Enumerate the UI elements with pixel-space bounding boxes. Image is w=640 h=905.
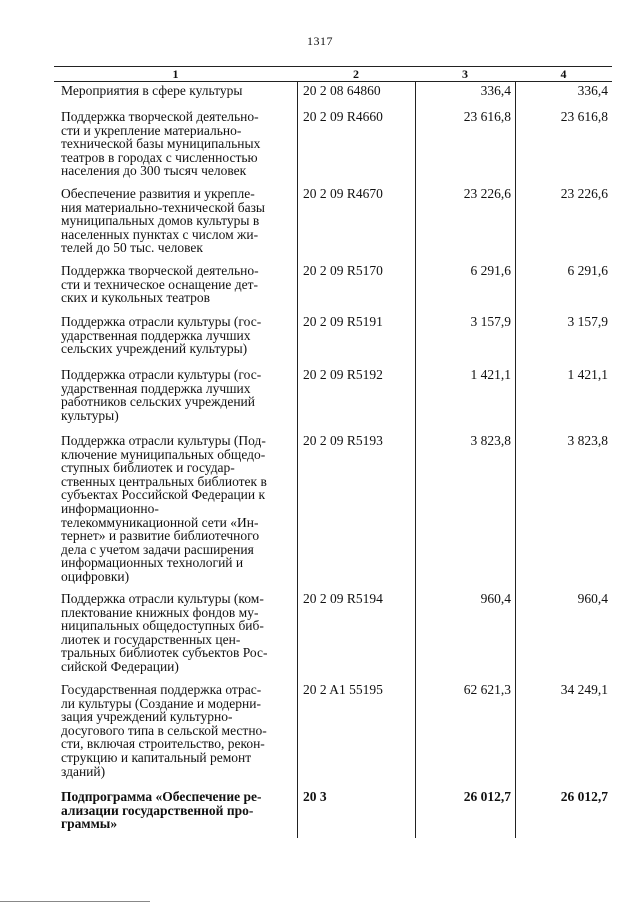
row-code: 20 3: [303, 789, 327, 804]
table-row: [54, 683, 612, 778]
row-value-4: 26 012,7: [560, 789, 608, 804]
row-value-4: 960,4: [577, 591, 608, 606]
table-row: [54, 187, 612, 255]
row-value-4: 1 421,1: [567, 367, 608, 382]
row-value-4: 23 226,6: [560, 186, 608, 201]
table-header: [54, 66, 612, 82]
table-row: [54, 592, 612, 674]
row-value-4: 3 157,9: [567, 314, 608, 329]
row-code: 20 2 09 R5191: [303, 314, 383, 329]
row-name: Обеспечение развития и укрепле- ния материально-технической базы муниципальных домов культуры в населенных пунктах с числом жи- телей до 50 тыс. человек: [61, 186, 265, 256]
table-row-subprogram: [54, 790, 612, 831]
budget-table: [54, 66, 612, 838]
row-value-4: 6 291,6: [567, 263, 608, 278]
row-value-4: 23 616,8: [560, 109, 608, 124]
row-value-3: 3 157,9: [470, 314, 511, 329]
row-name: Мероприятия в сфере культуры: [61, 83, 243, 98]
scan-edge-line: [0, 901, 150, 902]
row-value-3: 3 823,8: [470, 433, 511, 448]
column-header-2: 2: [353, 67, 359, 81]
table-row: [54, 84, 612, 98]
row-code: 20 2 09 R4670: [303, 186, 383, 201]
row-name: Подпрограмма «Обеспечение ре- ализации государственной про- граммы»: [61, 789, 262, 832]
row-name: Поддержка отрасли культуры (ком- плектование книжных фондов му- ниципальных общедоступных биб- лиотек и государственных цен- тральных библиотек субъектов Рос- сийской Федерации): [61, 591, 268, 674]
row-name: Поддержка творческой деятельно- сти и укрепление материально- технической базы муниципальных театров в городах с численностью населения до 300 тысяч человек: [61, 109, 261, 179]
row-name: Поддержка творческой деятельно- сти и техническое оснащение дет- ских и кукольных театров: [61, 263, 259, 306]
row-name: Поддержка отрасли культуры (Под- ключение муниципальных общедо- ступных библиотек и государ- ственных центральных библиотек в субъектах Российской Федерации к информационно- телекоммуникационной сети «Ин- тернет» и развитие библиотечного дела с учетом задачи расширения информационных технологий и оцифровки): [61, 433, 267, 584]
table-row: [54, 315, 612, 356]
row-code: 20 2 A1 55195: [303, 682, 383, 697]
row-value-3: 336,4: [480, 83, 511, 98]
row-code: 20 2 09 R4660: [303, 109, 383, 124]
row-value-3: 62 621,3: [463, 682, 511, 697]
column-header-4: 4: [560, 67, 567, 81]
row-value-3: 26 012,7: [463, 789, 511, 804]
row-value-4: 34 249,1: [560, 682, 608, 697]
table-row: [54, 110, 612, 178]
row-code: 20 2 09 R5194: [303, 591, 383, 606]
row-value-3: 960,4: [480, 591, 511, 606]
row-name: Поддержка отрасли культуры (гос- ударственная поддержка лучших работников сельских учреждений культуры): [61, 367, 262, 423]
column-header-3: 3: [462, 67, 468, 81]
row-value-4: 336,4: [577, 83, 608, 98]
row-value-3: 23 226,6: [463, 186, 511, 201]
table-row: [54, 368, 612, 422]
row-code: 20 2 09 R5192: [303, 367, 383, 382]
row-name: Поддержка отрасли культуры (гос- ударственная поддержка лучших сельских учреждений культуры): [61, 314, 262, 357]
row-code: 20 2 09 R5193: [303, 433, 383, 448]
table-row: [54, 264, 612, 305]
table-row: [54, 434, 612, 584]
row-value-4: 3 823,8: [567, 433, 608, 448]
row-value-3: 6 291,6: [470, 263, 511, 278]
row-name: Государственная поддержка отрас- ли культуры (Создание и модерни- зация учреждений культурно- досугового типа в сельской местно- сти, включая строительство, рекон- струкцию и капитальный ремонт зданий): [61, 682, 267, 779]
row-value-3: 1 421,1: [470, 367, 511, 382]
column-header-1: 1: [172, 67, 179, 81]
row-code: 20 2 09 R5170: [303, 263, 383, 278]
row-value-3: 23 616,8: [463, 109, 511, 124]
page-number: 1317: [307, 34, 333, 48]
row-code: 20 2 08 64860: [303, 83, 381, 98]
table-body: [54, 82, 612, 838]
